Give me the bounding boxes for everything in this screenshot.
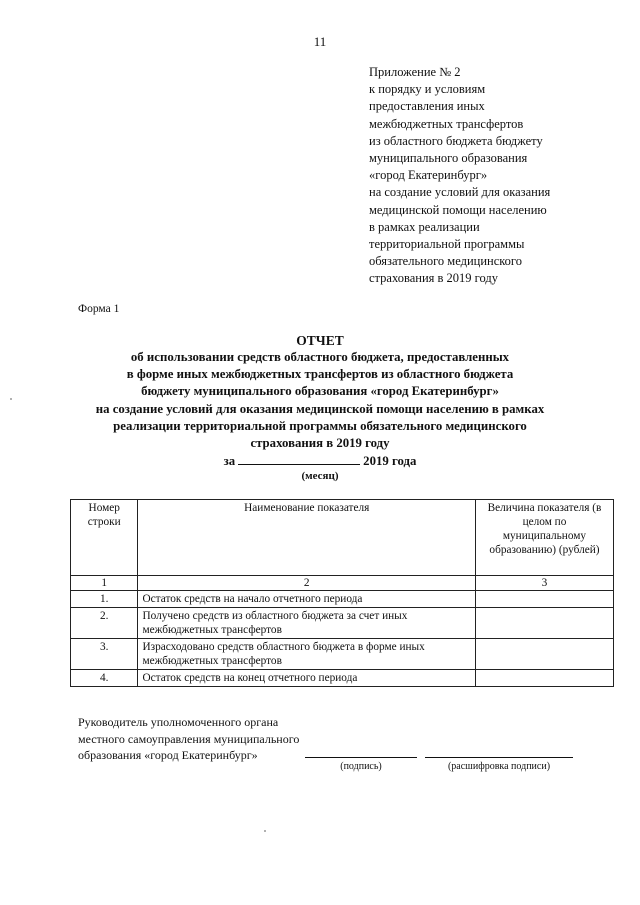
appendix-line: «город Екатеринбург» [369,168,488,183]
row-name: Остаток средств на начало отчетного периода [138,591,475,608]
column-number: 2 [138,576,475,591]
signature-decryption-line[interactable] [425,756,573,758]
period-line [0,452,640,470]
row-value[interactable] [475,591,613,608]
appendix-line: Приложение № 2 [369,65,461,79]
heading-line: на создание условий для оказания медицинской помощи населению в рамках [95,401,545,416]
row-name: Получено средств из областного бюджета за счет иных межбюджетных трансфертов [138,608,475,639]
signer-line: образования «город Екатеринбург» [78,748,258,762]
period-prefix: за [223,454,236,469]
report-title: ОТЧЕТ [296,333,344,348]
decryption-caption: (расшифровка подписи) [447,761,551,772]
appendix-line: в рамках реализации [369,219,480,234]
row-number: 2. [71,608,138,639]
appendix-line: обязательного медицинского [369,254,523,269]
appendix-block [369,64,629,288]
table-header-row [71,500,614,576]
table-row [71,591,614,608]
column-numbers-row [71,576,614,591]
appendix-line: медицинской помощи населению [369,202,547,217]
period-suffix: 2019 года [363,454,417,469]
report-heading [0,349,640,470]
table-row [71,639,614,670]
row-value[interactable] [475,608,613,639]
appendix-line: муниципального образования [369,151,528,166]
row-number: 4. [71,670,138,687]
signature-caption: (подпись) [340,761,382,772]
page-number: 11 [313,34,327,49]
period-caption: (месяц) [301,470,339,482]
signer-line: Руководитель уполномоченного органа [78,715,279,729]
appendix-line: на создание условий для оказания [369,185,551,200]
row-name: Остаток средств на конец отчетного периода [138,670,475,687]
appendix-line: к порядку и условиям [369,82,486,97]
table-row [71,608,614,639]
table-row [71,670,614,687]
report-table [70,499,614,687]
appendix-line: страхования в 2019 году [369,271,498,286]
heading-line: в форме иных межбюджетных трансфертов из областного бюджета [126,367,514,382]
appendix-line: межбюджетных трансфертов [369,116,524,131]
period-month-blank[interactable] [238,452,360,465]
heading-line: об использовании средств областного бюджета, предоставленных [130,350,510,364]
heading-line: бюджету муниципального образования «город Екатеринбург» [141,384,499,399]
signature-line[interactable] [305,756,417,758]
signer-line: местного самоуправления муниципального [78,731,300,746]
form-label: Форма 1 [78,303,120,315]
row-number: 1. [71,591,138,608]
header-indicator-value: Величина показателя (в целом по муниципальному образованию) (рублей) [475,500,613,576]
row-value[interactable] [475,639,613,670]
heading-line: страхования в 2019 году [250,436,390,451]
row-number: 3. [71,639,138,670]
column-number: 3 [475,576,613,591]
header-indicator-name: Наименование показателя [138,500,475,576]
scan-speck [10,398,12,400]
appendix-line: из областного бюджета бюджету [369,133,543,148]
appendix-line: предоставления иных [369,99,485,114]
signer-block [78,714,299,764]
column-number: 1 [71,576,138,591]
scan-speck [264,830,266,832]
row-name: Израсходовано средств областного бюджета в форме иных межбюджетных трансфертов [138,639,475,670]
appendix-line: территориальной программы [369,237,525,252]
header-row-number: Номер строки [71,500,138,576]
heading-line: реализации территориальной программы обязательного медицинского [113,418,527,433]
row-value[interactable] [475,670,613,687]
